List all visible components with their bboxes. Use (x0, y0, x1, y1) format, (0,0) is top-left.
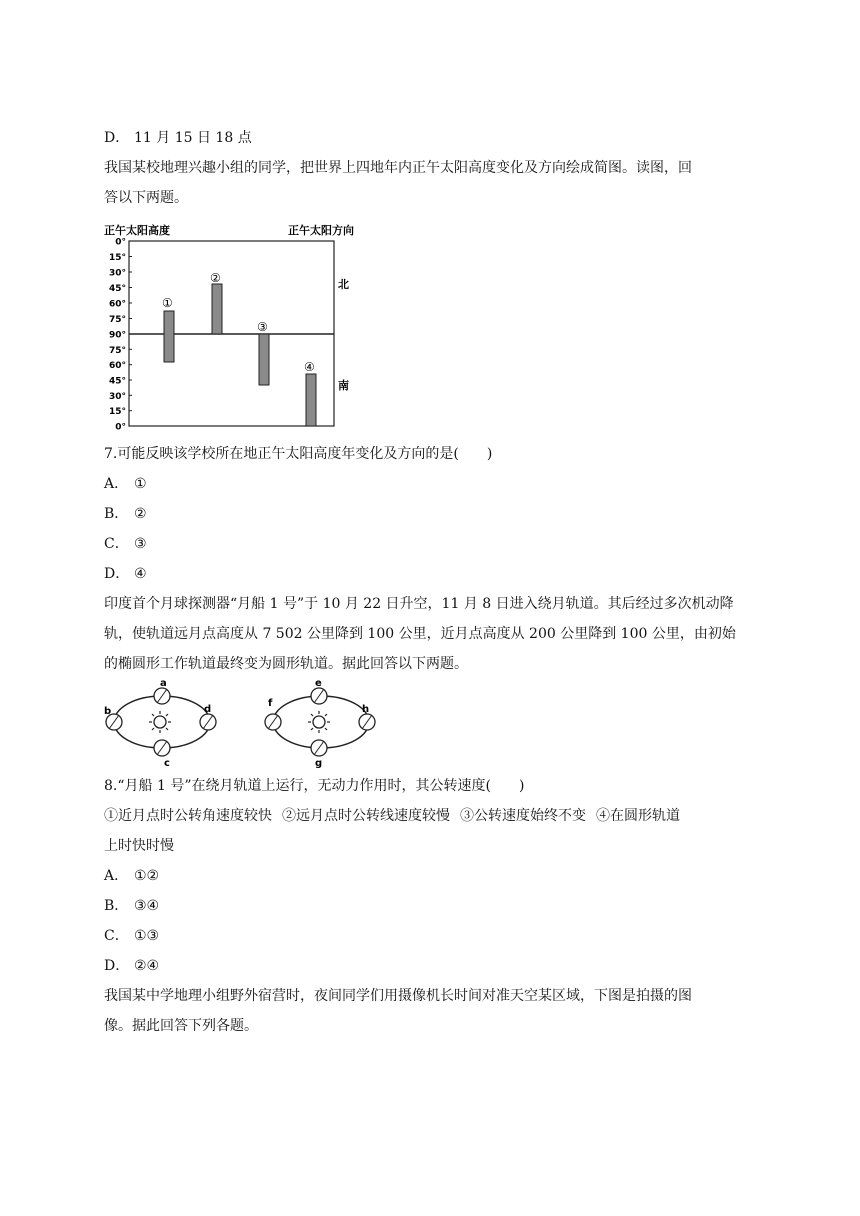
satellite-position-d (200, 714, 216, 730)
y-tick-label-lower-4: 15° (108, 407, 126, 418)
moon-sun-icon (308, 711, 330, 733)
y-tick-label-upper-2: 30° (108, 268, 126, 279)
option-letter: D． (104, 130, 130, 146)
q7-option-d (104, 564, 147, 584)
chart-left-title: 正午太阳高度 (104, 224, 170, 237)
option-text: ② (134, 506, 147, 522)
position-label-f: f (268, 698, 273, 709)
passage2-line-2: 轨，使轨道远月点高度从 7 502 公里降到 100 公里，近月点高度从 200 公里降到 100 公里，由初始 (104, 626, 736, 642)
position-label-h: h (362, 704, 370, 715)
position-label-b: b (104, 706, 112, 717)
y-tick-label-upper-4: 60° (108, 299, 126, 310)
option-letter: A． (104, 476, 129, 492)
q7-option-c (104, 534, 147, 554)
bar-1 (164, 311, 174, 362)
position-label-g: g (315, 758, 323, 769)
position-label-d: d (204, 704, 212, 715)
sun-altitude-chart (104, 222, 364, 432)
option-text: ④ (134, 566, 147, 582)
satellite-position-f (265, 714, 281, 730)
q8-statements (104, 806, 680, 826)
y-tick-label-upper-1: 15° (108, 253, 126, 263)
y-tick-label-upper-3: 45° (108, 284, 126, 294)
option-letter: B． (104, 898, 129, 914)
satellite-position-a (154, 688, 170, 704)
y-tick-label-lower-5: 0° (115, 422, 126, 432)
north-label: 北 (338, 278, 349, 291)
y-tick-label-lower-0: 75° (108, 345, 126, 356)
q7-option-b (104, 504, 147, 524)
option-letter: C． (104, 928, 129, 944)
option-letter: D． (104, 958, 130, 974)
satellite-position-g (311, 740, 327, 756)
bar-2 (212, 284, 222, 334)
statement-4: ④在圆形轨道 (596, 808, 680, 824)
q8-option-a (104, 866, 159, 886)
option-letter: B． (104, 506, 129, 522)
satellite-position-h (359, 714, 375, 730)
y-tick-label-upper-0: 0° (115, 237, 126, 248)
y-tick-label-lower-3: 30° (108, 391, 126, 402)
option-letter: D． (104, 566, 130, 582)
passage2-line-1: 印度首个月球探测器“月船 1 号”于 10 月 22 日升空，11 月 8 日进入绕月轨道。其后经过多次机动降 (104, 596, 734, 612)
q8-stem: 8.“月船 1 号”在绕月轨道上运行，无动力作用时，其公转速度( ) (104, 778, 525, 794)
q8-option-b (104, 896, 159, 916)
bar-3 (259, 334, 269, 385)
position-label-e: e (315, 678, 322, 689)
statement-3: ③公转速度始终不变 (460, 808, 586, 824)
passage1-line-2: 答以下两题。 (104, 190, 188, 206)
bar-label-2: ② (210, 271, 221, 285)
left-orbit-diagram (104, 678, 216, 769)
option-letter: A． (104, 868, 129, 884)
passage3-line-1: 我国某中学地理小组野外宿营时，夜间同学们用摄像机长时间对准天空某区域，下图是拍摄的图 (104, 988, 692, 1004)
y-tick-label-lower-2: 45° (108, 376, 126, 387)
q7-option-a (104, 474, 147, 494)
passage2-line-3: 的椭圆形工作轨道最终变为圆形轨道。据此回答以下两题。 (104, 656, 468, 672)
y-tick-label-lower-1: 60° (108, 361, 126, 372)
y-tick-label-upper-5: 75° (108, 315, 126, 325)
south-label: 南 (338, 379, 349, 392)
passage1-line-1: 我国某校地理兴趣小组的同学，把世界上四地年内正午太阳高度变化及方向绘成简图。读图，回 (104, 160, 692, 176)
statement-1: ①近月点时公转角速度较快 (104, 808, 272, 824)
previous-option-d (104, 128, 252, 148)
bar-label-1: ① (162, 296, 173, 310)
bar-4 (306, 374, 316, 426)
option-text: ②④ (134, 958, 160, 974)
position-label-a: a (160, 678, 167, 689)
q8-option-d (104, 956, 159, 976)
option-letter: C． (104, 536, 129, 552)
q7-stem: 7.可能反映该学校所在地正午太阳高度年变化及方向的是( ) (104, 446, 493, 462)
option-text: ①③ (134, 928, 160, 944)
y-tick-label-upper-6: 90° (108, 330, 126, 341)
option-text: ③ (134, 536, 147, 552)
position-label-c: c (164, 758, 170, 769)
bar-label-3: ③ (257, 320, 268, 334)
option-text: ① (134, 476, 147, 492)
statement-2: ②远月点时公转线速度较慢 (282, 808, 450, 824)
moon-sun-icon (149, 711, 171, 733)
bar-label-4: ④ (304, 360, 315, 374)
lunar-orbit-diagram (100, 676, 400, 772)
q8-option-c (104, 926, 159, 946)
satellite-position-c (154, 740, 170, 756)
right-orbit-diagram (265, 678, 375, 769)
option-text: ①② (134, 868, 160, 884)
chart-right-title: 正午太阳方向 (288, 224, 354, 237)
option-text: ③④ (134, 898, 160, 914)
passage3-line-2: 像。据此回答下列各题。 (104, 1018, 258, 1034)
q8-statement-continuation: 上时快时慢 (104, 838, 174, 854)
satellite-position-e (311, 688, 327, 704)
option-text: 11 月 15 日 18 点 (134, 130, 252, 146)
